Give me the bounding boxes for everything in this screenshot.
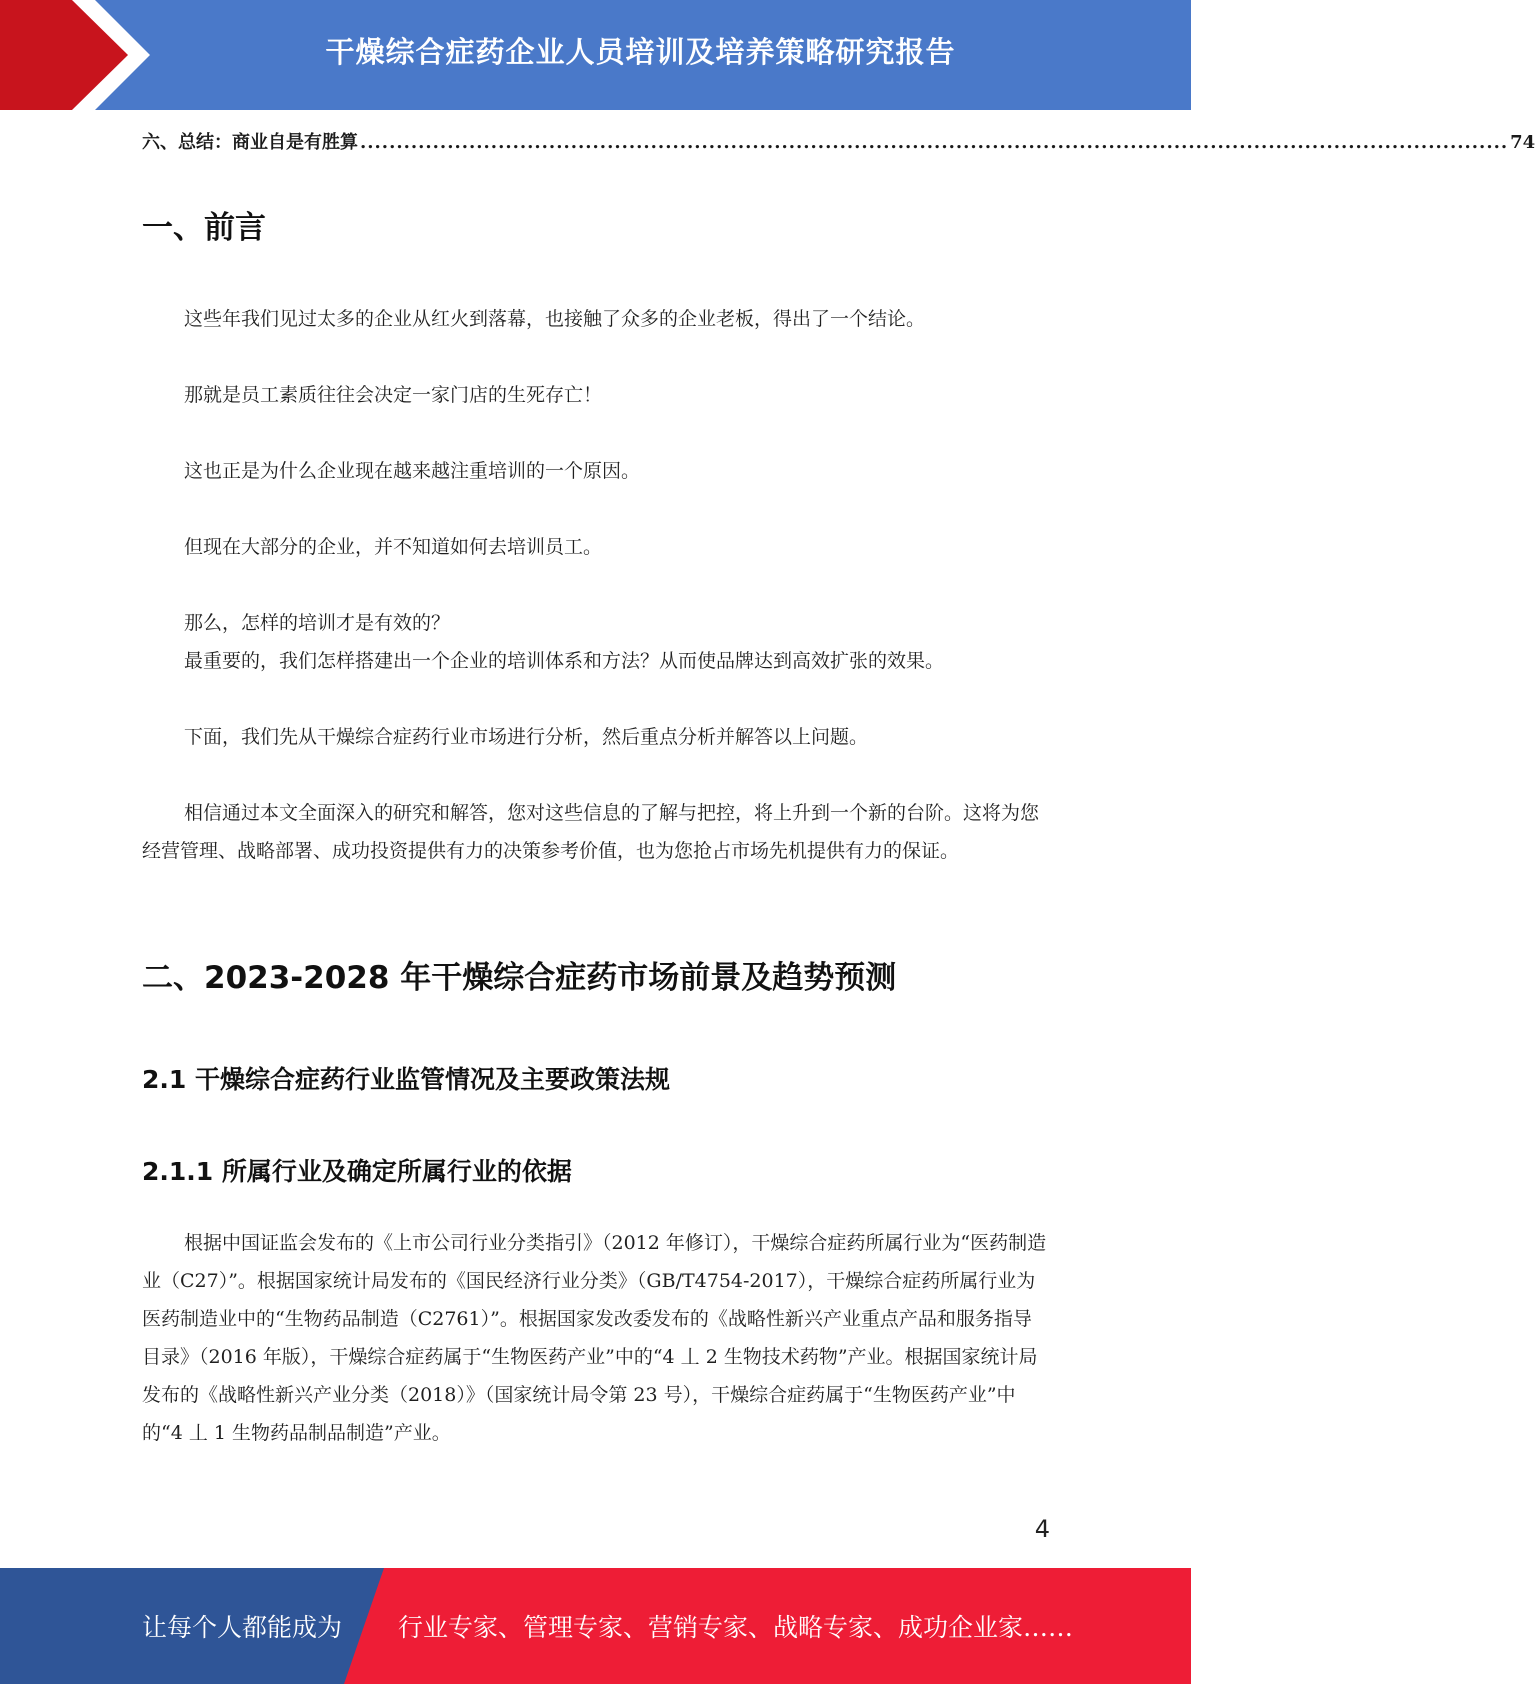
preface-paragraph-3: 这也正是为什么企业现在越来越注重培训的一个原因。 — [184, 460, 641, 482]
toc-entry-page: 74 — [1510, 132, 1535, 153]
toc-entry-label: 六、总结：商业自是有胜算 — [142, 132, 358, 153]
preface-paragraph-2: 那就是员工素质往往会决定一家门店的生死存亡！ — [184, 384, 603, 406]
preface-paragraph-7: 下面，我们先从干燥综合症药行业市场进行分析，然后重点分析并解答以上问题。 — [184, 726, 869, 748]
header-chevron-decoration — [0, 0, 160, 110]
preface-paragraph-4: 但现在大部分的企业，并不知道如何去培训员工。 — [184, 536, 603, 558]
heading-market-outlook: 二、2023-2028 年干燥综合症药市场前景及趋势预测 — [142, 960, 897, 996]
toc-leader-dots: .............................................................................................................................................................. — [360, 132, 1509, 153]
preface-paragraph-5: 那么，怎样的培训才是有效的？ — [184, 612, 451, 634]
toc-entry[interactable] — [142, 130, 1535, 156]
heading-regulation: 2.1 干燥综合症药行业监管情况及主要政策法规 — [142, 1065, 670, 1094]
preface-paragraph-1: 这些年我们见过太多的企业从红火到落幕，也接触了众多的企业老板，得出了一个结论。 — [184, 308, 926, 330]
preface-paragraph-8: 相信通过本文全面深入的研究和解答，您对这些信息的了解与把控，将上升到一个新的台阶。这将为您经营管理、战略部署、成功投资提供有力的决策参考价值，也为您抢占市场先机提供有力的保证。 — [142, 802, 1040, 862]
heading-industry-basis: 2.1.1 所属行业及确定所属行业的依据 — [142, 1157, 572, 1186]
footer-slogan-right: 行业专家、管理专家、营销专家、战略专家、成功企业家…… — [398, 1613, 1074, 1642]
footer-slogan-left: 让每个人都能成为 — [142, 1613, 343, 1642]
page-header — [0, 0, 1191, 110]
header-title: 干燥综合症药企业人员培训及培养策略研究报告 — [325, 34, 956, 69]
page-footer — [0, 1568, 1191, 1684]
industry-basis-paragraph: 根据中国证监会发布的《上市公司行业分类指引》（2012 年修订），干燥综合症药所属行业为“医药制造业（C27）”。根据国家统计局发布的《国民经济行业分类》（GB/T4754-2017），干燥综合症药所属行业为医药制造业中的“生物药品制造（C2761）”。根据国家发改委发布的《战略性新兴产业重点产品和服务指导目录》（2016 年版），干燥综合症药属于“生物医药产业”中的“4 丄 2 生物技术药物”产业。根据国家统计局发布的《战略性新兴产业分类（2018）》（国家统计局令第 23 号），干燥综合症药属于“生物医药产业”中的“4 丄 1 生物药品制品制造”产业。 — [142, 1232, 1047, 1444]
preface-paragraph-6: 最重要的，我们怎样搭建出一个企业的培训体系和方法？从而使品牌达到高效扩张的效果。 — [184, 650, 945, 672]
page-number: 4 — [1034, 1515, 1050, 1543]
heading-preface: 一、前言 — [142, 210, 266, 246]
